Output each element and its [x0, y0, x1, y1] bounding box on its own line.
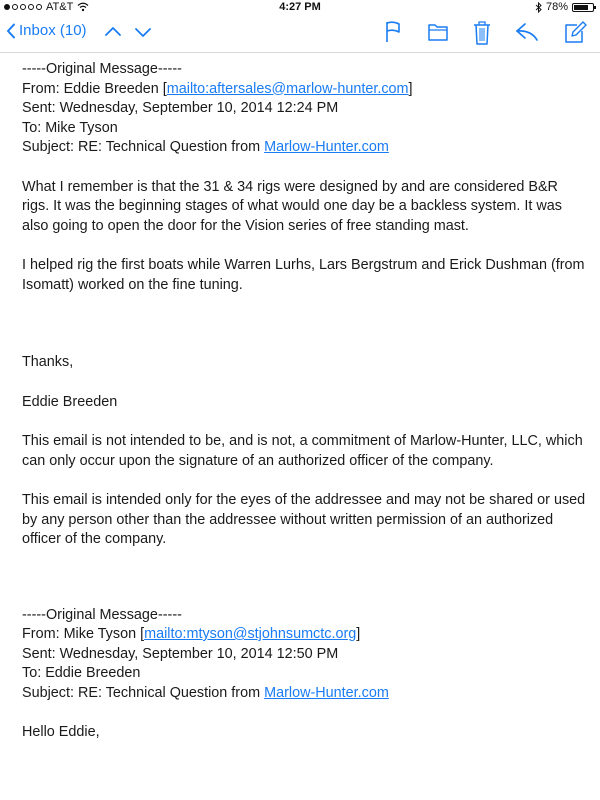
status-time: 4:27 PM	[279, 1, 321, 13]
to-line: To: Mike Tyson	[22, 119, 118, 136]
sent-line: Sent: Wednesday, September 10, 2014 12:24 PM	[22, 100, 339, 116]
battery-icon	[572, 3, 594, 12]
original-message-divider: -----Original Message-----	[22, 606, 182, 623]
subject-website-link[interactable]: Marlow-Hunter.com	[264, 684, 389, 701]
bluetooth-icon	[535, 2, 542, 13]
trash-icon[interactable]	[472, 20, 492, 46]
from-text: From: Mike Tyson [	[22, 626, 145, 642]
original-message-divider: -----Original Message-----	[22, 61, 182, 77]
sender-email-link[interactable]: mailto:mtyson@stjohnsumctc.org	[144, 626, 357, 642]
disclaimer-paragraph: This email is intended only for the eyes of the addressee and may not be shared or used by any person other than the addressee without written permission of an authorized officer of the company.	[22, 492, 586, 547]
chevron-down-icon[interactable]	[134, 22, 152, 42]
from-line	[22, 625, 588, 645]
email-body	[22, 60, 588, 743]
carrier-name: AT&T	[46, 1, 74, 13]
signature-name: Eddie Breeden	[22, 393, 118, 410]
flag-icon[interactable]	[384, 20, 402, 44]
mail-toolbar	[0, 16, 600, 53]
reply-icon[interactable]	[515, 20, 541, 44]
sent-line: Sent: Wednesday, September 10, 2014 12:50 PM	[22, 645, 339, 662]
body-paragraph: What I remember is that the 31 & 34 rigs were designed by and are considered B&R rigs. It was the beginning stages of what would one day be a backless system. It was also going to open the door for the Vision series of free standing mast.	[22, 178, 562, 234]
to-line: To: Eddie Breeden	[22, 665, 141, 681]
inbox-back-button[interactable]	[6, 22, 87, 39]
subject-line	[22, 684, 588, 704]
from-line	[22, 80, 588, 100]
status-right	[535, 1, 594, 13]
sender-email-link[interactable]: mailto:aftersales@marlow-hunter.com	[166, 80, 409, 97]
folder-icon[interactable]	[427, 20, 449, 44]
subject-text: Subject: RE: Technical Question from	[22, 684, 265, 701]
greeting: Hello Eddie,	[22, 724, 100, 740]
subject-line	[22, 138, 588, 158]
from-text: From: Eddie Breeden [	[22, 80, 167, 97]
subject-website-link[interactable]: Marlow-Hunter.com	[264, 139, 389, 155]
disclaimer-paragraph: This email is not intended to be, and is not, a commitment of Marlow-Hunter, LLC, which can only occur upon the signature of an authorized officer of the company.	[22, 433, 583, 469]
from-bracket: ]	[408, 80, 413, 97]
chevron-up-icon[interactable]	[104, 22, 122, 42]
body-paragraph: I helped rig the first boats while Warren Lurhs, Lars Bergstrum and Erick Dushman (from Isomatt) worked on the fine tuning.	[22, 257, 585, 293]
status-bar	[0, 0, 600, 16]
compose-icon[interactable]	[563, 20, 587, 46]
battery-percent: 78%	[545, 1, 568, 13]
chevron-left-icon	[6, 23, 16, 39]
subject-text: Subject: RE: Technical Question from	[22, 139, 265, 155]
closing-thanks: Thanks,	[22, 354, 74, 370]
inbox-back-label: Inbox (10)	[19, 22, 87, 39]
from-bracket: ]	[356, 626, 361, 642]
